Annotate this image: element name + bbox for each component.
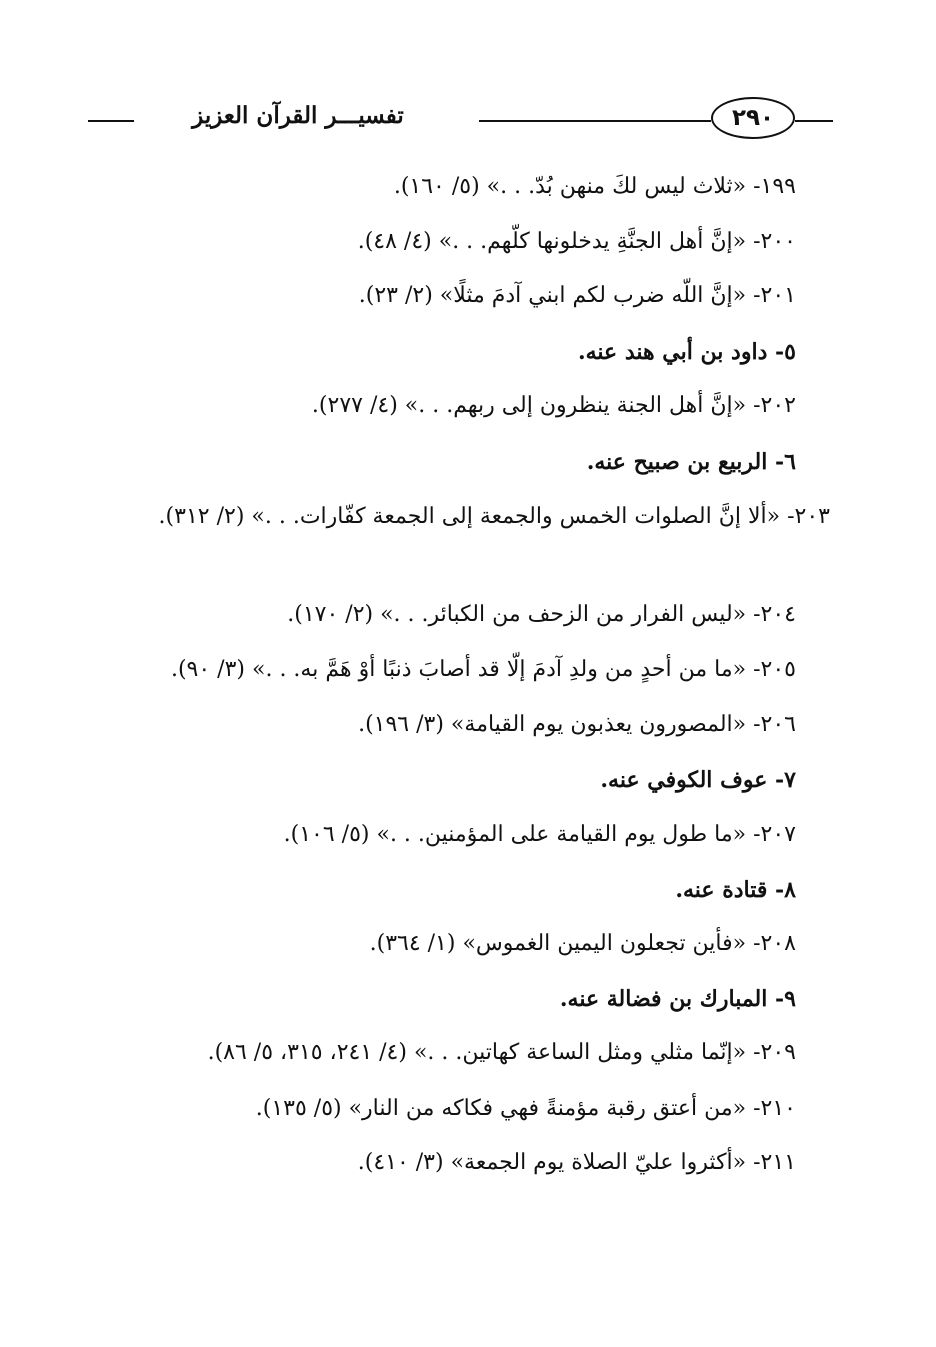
hadith-entry-199: ١٩٩- «ثلاث ليس لكَ منهن بُدّ. . .» (٥/ ١٦٠). bbox=[393, 174, 796, 199]
header-rule-left bbox=[88, 120, 134, 122]
hadith-entry-201: ٢٠١- «إنَّ اللّه ضرب لكم ابني آدمَ مثلًا» (٢/ ٢٣). bbox=[358, 283, 796, 308]
hadith-entry-206: ٢٠٦- «المصورون يعذبون يوم القيامة» (٣/ ١٩٦). bbox=[358, 712, 796, 737]
narrator-heading-9: ٩- المبارك بن فضالة عنه. bbox=[559, 986, 796, 1012]
hadith-entry-205: ٢٠٥- «ما من أحدٍ من ولدِ آدمَ إلّا قد أصابَ ذنبًا أوْ هَمَّ به. . .» (٣/ ٩٠). bbox=[170, 657, 796, 682]
narrator-heading-7: ٧- عوف الكوفي عنه. bbox=[600, 767, 796, 793]
header-rule-right bbox=[795, 120, 833, 122]
hadith-entry-208: ٢٠٨- «فأين تجعلون اليمين الغموس» (١/ ٣٦٤). bbox=[369, 931, 796, 956]
hadith-entry-203: ٢٠٣- «ألا إنَّ الصلوات الخمس والجمعة إلى الجمعة كفّارات. . .» (٢/ ٣١٢). bbox=[158, 504, 830, 529]
hadith-entry-209: ٢٠٩- «إنّما مثلي ومثل الساعة كهاتين. . .» (٤/ ٢٤١، ٣١٥، ٥/ ٨٦). bbox=[207, 1040, 796, 1065]
hadith-entry-211: ٢١١- «أكثروا عليّ الصلاة يوم الجمعة» (٣/ ٤١٠). bbox=[357, 1150, 796, 1175]
hadith-entry-200: ٢٠٠- «إنَّ أهل الجنَّةِ يدخلونها كلّهم. . .» (٤/ ٤٨). bbox=[357, 229, 796, 254]
page-number-oval bbox=[711, 97, 795, 139]
hadith-entry-207: ٢٠٧- «ما طول يوم القيامة على المؤمنين. . .» (٥/ ١٠٦). bbox=[283, 822, 796, 847]
hadith-entry-202: ٢٠٢- «إنَّ أهل الجنة ينظرون إلى ربهم. . .» (٤/ ٢٧٧). bbox=[311, 393, 796, 418]
narrator-heading-8: ٨- قتادة عنه. bbox=[675, 877, 796, 903]
hadith-entry-210: ٢١٠- «من أعتق رقبة مؤمنةً فهي فكاكه من النار» (٥/ ١٣٥). bbox=[255, 1096, 796, 1121]
narrator-heading-6: ٦- الربيع بن صبيح عنه. bbox=[586, 449, 796, 475]
running-title: تفسيـــر القرآن العزيز bbox=[192, 102, 404, 129]
hadith-entry-204: ٢٠٤- «ليس الفرار من الزحف من الكبائر. . .» (٢/ ١٧٠). bbox=[287, 602, 796, 627]
header-rule-middle bbox=[479, 120, 711, 122]
page-number: ٢٩٠ bbox=[731, 104, 775, 131]
page-header bbox=[88, 95, 833, 143]
narrator-heading-5: ٥- داود بن أبي هند عنه. bbox=[577, 339, 796, 365]
